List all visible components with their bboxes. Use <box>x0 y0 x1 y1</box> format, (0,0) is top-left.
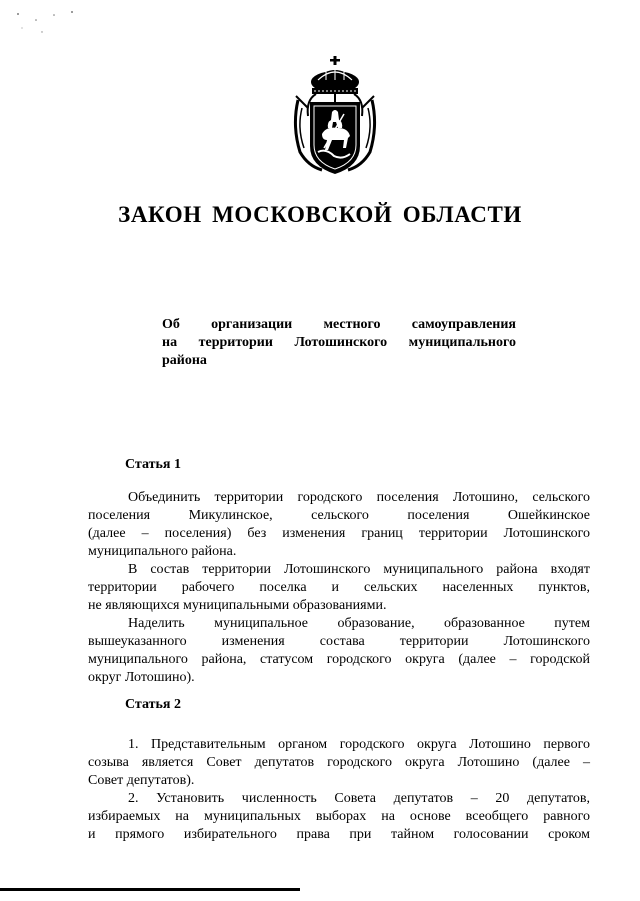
article-2-heading: Статья 2 <box>125 697 181 712</box>
text-line: В состав территории Лотошинского муниципального района входят <box>128 562 590 577</box>
text-line: муниципального района. <box>88 544 237 559</box>
text-line: округ Лотошино). <box>88 670 195 685</box>
text-line: поселения Микулинское, сельского поселения Ошейкинское <box>88 508 590 523</box>
scan-bottom-edge <box>0 888 300 891</box>
text-line: территории рабочего поселка и сельских населенных пунктов, <box>88 580 590 595</box>
article-1-paragraph-3 <box>88 615 590 687</box>
shield-icon <box>310 102 360 174</box>
text-line: 1. Представительным органом городского округа Лотошино первого <box>128 737 590 752</box>
article-2-paragraph-1 <box>88 736 590 790</box>
document-subtitle <box>162 316 516 370</box>
article-1-paragraph-2 <box>88 561 590 615</box>
text-line: не являющихся муниципальными образованиями. <box>88 598 387 613</box>
scan-artifact-dots <box>14 8 84 38</box>
text-line: Совет депутатов). <box>88 773 195 788</box>
subtitle-line: района <box>162 353 207 368</box>
text-line: муниципального района, статусом городского округа (далее – городской <box>88 652 590 667</box>
text-line: Объединить территории городского поселения Лотошино, сельского <box>128 490 590 505</box>
text-line: вышеуказанного изменения состава территории Лотошинского <box>88 634 590 649</box>
article-2-paragraph-2 <box>88 790 590 844</box>
text-line: Наделить муниципальное образование, образованное путем <box>128 616 590 631</box>
text-line: избираемых на муниципальных выборах на основе всеобщего равного <box>88 809 590 824</box>
text-line: 2. Установить численность Совета депутатов – 20 депутатов, <box>128 791 590 806</box>
subtitle-line: на территории Лотошинского муниципального <box>162 335 516 350</box>
text-line: (далее – поселения) без изменения границ территории Лотошинского <box>88 526 590 541</box>
text-line: и прямого избирательного права при тайном голосовании сроком <box>88 827 590 842</box>
document-title: ЗАКОН МОСКОВСКОЙ ОБЛАСТИ <box>118 202 522 227</box>
text-line: созыва является Совет депутатов городского округа Лотошино (далее – <box>88 755 590 770</box>
moscow-oblast-coat-of-arms-icon <box>288 56 382 180</box>
article-1-heading: Статья 1 <box>125 457 181 472</box>
article-1-paragraph-1 <box>88 489 590 561</box>
subtitle-line: Об организации местного самоуправления <box>162 317 516 332</box>
